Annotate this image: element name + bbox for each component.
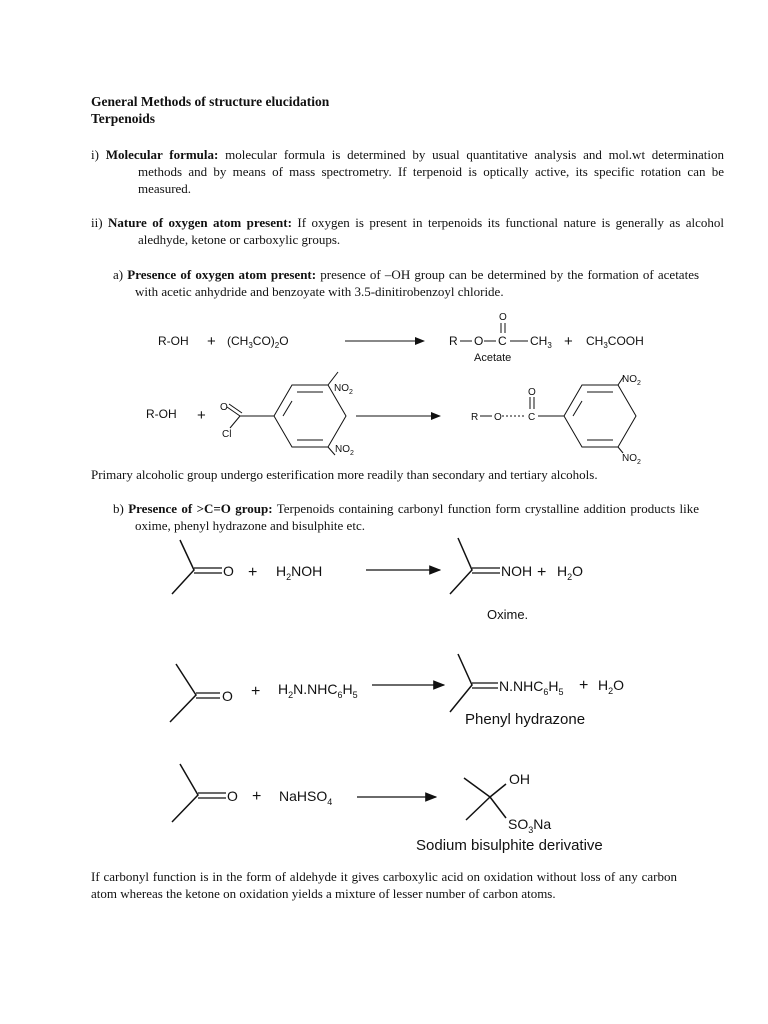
- sodium-bisulphite-formula: NaHSO$_4$: [279, 788, 333, 807]
- subsection-text: Terpenoids containing carbonyl function form crystalline addition products like oxime, phenyl hydrazone and bisulphite etc.: [135, 501, 700, 533]
- ring-double-bond: [573, 401, 582, 416]
- methyl-group: $CH_3$: [530, 334, 552, 350]
- acetate-carbonyl-carbon: C: [498, 334, 507, 348]
- acyl-oxygen: O: [220, 402, 228, 413]
- nitro-group: $NO_2$: [335, 444, 354, 457]
- water-formula: $H_2O$: [557, 563, 584, 582]
- section-text: If oxygen is present in terpenoids its functional nature is generally as alcohol aledhyde, ketone or carboxylic groups.: [138, 215, 724, 247]
- oxime-reaction: [172, 538, 583, 622]
- hydrazone-reaction: [170, 654, 624, 728]
- oxime-group: NOH: [501, 563, 533, 579]
- benzene-ring: [274, 385, 346, 447]
- bond-line: [464, 778, 490, 797]
- hydrazone-skeleton: [450, 654, 472, 712]
- ring-double-bond: [283, 401, 292, 416]
- chlorine-atom: Cl: [222, 429, 232, 440]
- water-formula: $H_2O$: [598, 677, 625, 696]
- plus-sign: +: [197, 407, 206, 424]
- ketone-oxygen: O: [227, 788, 238, 804]
- benzoate-carbonyl-carbon: C: [528, 412, 536, 423]
- ketone-skeleton: [170, 664, 196, 722]
- subsection-marker: a): [113, 267, 124, 282]
- plus-sign: +: [207, 333, 216, 350]
- section-heading: Molecular formula:: [105, 147, 219, 162]
- acetate-carbonyl-oxygen: O: [499, 312, 507, 323]
- ketone-oxygen: O: [223, 563, 234, 579]
- plus-sign: +: [537, 564, 547, 581]
- benzoate-ester-oxygen: O: [494, 412, 502, 423]
- bond-line: [328, 447, 335, 455]
- benzoate-carbonyl-oxygen: O: [528, 387, 536, 398]
- bond-line: [466, 797, 490, 820]
- acetic-anhydride-formula: $(CH_3CO)_2O$: [227, 334, 289, 350]
- benzoate-r-group: R: [471, 412, 479, 423]
- hydroxylamine-formula: $H_2NOH$: [276, 563, 323, 582]
- plus-sign: +: [252, 788, 262, 805]
- plus-sign: +: [251, 683, 261, 700]
- bond-line: [230, 416, 240, 428]
- section-text: molecular formula is determined by usual quantitative analysis and mol.wt determination methods and by means of mass spectrometry. If terpenoid is optically active, its specific rotation can be measured.: [138, 147, 725, 196]
- acetate-reactant: R-OH: [158, 334, 189, 348]
- esterification-note: Primary alcoholic group undergo esterification more readily than secondary and tertiary alcohols.: [91, 467, 598, 482]
- section-marker: i): [91, 147, 99, 162]
- subsection-text: presence of –OH group can be determined by the formation of acetates with acetic anhydride and benzoyate with 3.5-dinitirobenzoyl chloride.: [135, 267, 700, 299]
- bisulphite-reaction: [172, 764, 603, 854]
- bisulphite-label: Sodium bisulphite derivative: [416, 837, 603, 854]
- subsection-marker: b): [113, 501, 124, 516]
- hydroxyl-group: OH: [509, 771, 530, 787]
- benzoate-reaction: [146, 372, 641, 466]
- nitro-group: $NO_2$: [622, 374, 641, 387]
- document-title: General Methods of structure elucidation: [91, 94, 330, 109]
- acetate-ester-oxygen: O: [474, 334, 484, 348]
- acetic-acid-formula: $CH_3COOH$: [586, 334, 644, 350]
- hydrazone-label: Phenyl hydrazone: [465, 711, 586, 728]
- double-bond: [229, 404, 242, 413]
- hydrazone-group: $N.NHC_6H_5$: [499, 678, 564, 697]
- oxime-skeleton: [450, 538, 472, 594]
- double-bond: [227, 407, 240, 416]
- bond-line: [490, 797, 506, 818]
- benzene-ring: [564, 385, 636, 447]
- document-subtitle: Terpenoids: [91, 111, 156, 126]
- plus-sign: +: [248, 564, 258, 581]
- subsection-carbonyl-presence: [113, 500, 699, 534]
- ketone-oxygen: O: [222, 688, 233, 704]
- ketone-skeleton: [172, 540, 194, 594]
- section-heading: Nature of oxygen atom present:: [108, 215, 292, 230]
- acetate-reaction: [158, 312, 644, 364]
- benzoate-reactant: R-OH: [146, 407, 177, 421]
- plus-sign: +: [564, 333, 573, 350]
- acetate-r-group: R: [449, 334, 458, 348]
- bond-line: [490, 784, 506, 797]
- subsection-heading: Presence of oxygen atom present:: [127, 267, 317, 282]
- ketone-skeleton: [172, 764, 198, 822]
- phenylhydrazine-formula: $H_2N.NHC_6H_5$: [278, 681, 358, 700]
- section-marker: ii): [91, 215, 103, 230]
- subsection-heading: Presence of >C=O group:: [128, 501, 273, 516]
- nitro-group: $NO_2$: [334, 383, 353, 396]
- acetate-label: Acetate: [474, 352, 512, 364]
- plus-sign: +: [579, 677, 589, 694]
- closing-paragraph: If carbonyl function is in the form of aldehyde it gives carboxylic acid on oxidation without loss of any carbon atom whereas the ketone on oxidation yields a mixture of lesser number of carbon atoms.: [91, 869, 677, 901]
- sulfonate-group: $SO_3Na$: [508, 816, 552, 835]
- oxime-label: Oxime.: [487, 607, 529, 622]
- nitro-group: $NO_2$: [622, 453, 641, 466]
